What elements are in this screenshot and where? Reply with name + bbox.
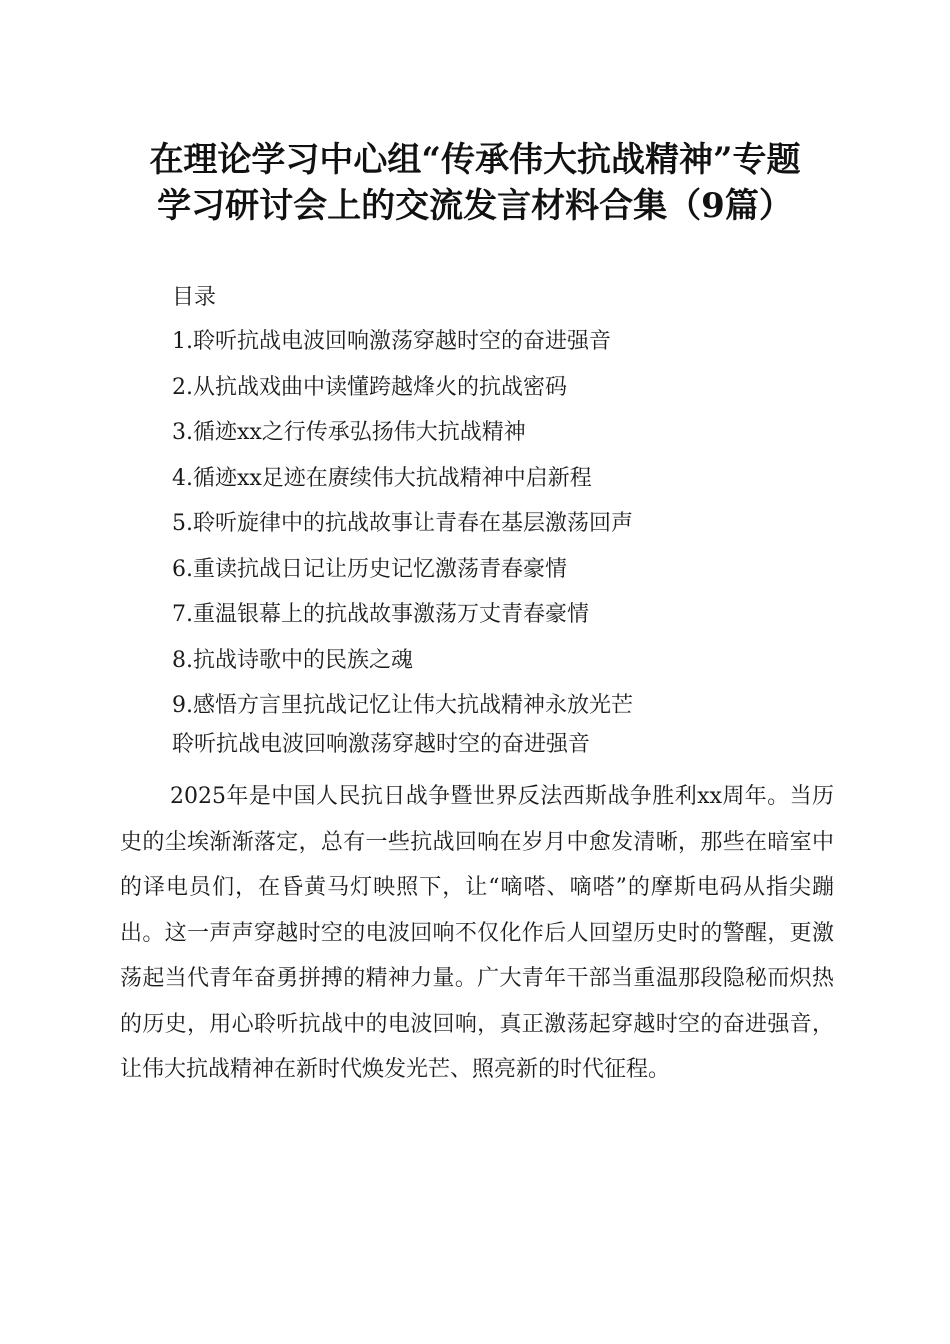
toc-item-7: 7.重温银幕上的抗战故事激荡万丈青春豪情 — [172, 602, 589, 627]
toc-item-4: 4.循迹xx足迹在赓续伟大抗战精神中启新程 — [172, 465, 592, 491]
toc-item-8: 8.抗战诗歌中的民族之魂 — [172, 647, 413, 673]
body-paragraph: 2025年是中国人民抗日战争暨世界反法西斯战争胜利xx周年。当历史的尘埃渐渐落定，总有一些抗战回响在岁月中愈发清晰，那些在暗室中的译电员们，在昏黄马灯映照下，让“嘀嗒、嘀嗒”的摩斯电码从指尖蹦出。这一声声穿越时空的电波回响不仅化作后人回望历史时的警醒，更激荡起当代青年奋勇拼搏的精神力量。广大青年干部当重温那段隐秘而炽热的历史，用心聆听抗战中的电波回响，真正激荡起穿越时空的奋进强音，让伟大抗战精神在新时代焕发光芒、照亮新的时代征程。 — [120, 784, 834, 1082]
toc-item-2: 2.从抗战戏曲中读懂跨越烽火的抗战密码 — [172, 374, 567, 400]
document-title-line-2: 学习研讨会上的交流发言材料合集（9篇） — [157, 186, 793, 226]
toc-heading: 目录 — [172, 285, 217, 310]
table-of-contents — [172, 326, 633, 736]
toc-item-3: 3.循迹xx之行传承弘扬伟大抗战精神 — [172, 420, 526, 445]
toc-item-6: 6.重读抗战日记让历史记忆激荡青春豪情 — [172, 556, 567, 582]
toc-item-9: 9.感悟方言里抗战记忆让伟大抗战精神永放光芒 — [172, 693, 633, 718]
toc-item-5: 5.聆听旋律中的抗战故事让青春在基层激荡回声 — [172, 511, 633, 536]
document-title-line-1: 在理论学习中心组“传承伟大抗战精神”专题 — [149, 140, 801, 180]
toc-item-1: 1.聆听抗战电波回响激荡穿越时空的奋进强音 — [172, 329, 611, 354]
section-title: 聆听抗战电波回响激荡穿越时空的奋进强音 — [172, 732, 591, 757]
